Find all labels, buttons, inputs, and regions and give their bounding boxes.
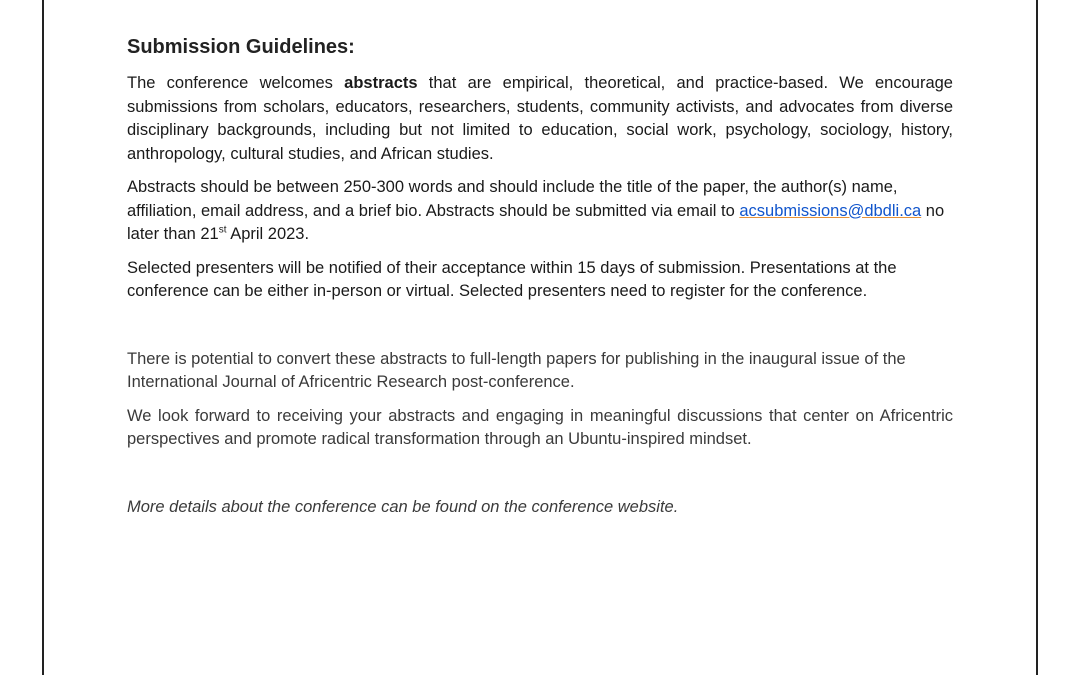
deadline-prefix: no later than 21 [127,201,945,243]
requirements-text: Abstracts should be between 250-300 words and should include the title of the paper, the author(s) name, affiliation, email address, and a brief bio. Abstracts should be submitted via email to [127,178,898,220]
welcome-text-end: that are empirical, theoretical, and practice-based. We encourage submissions from scholars, educators, researchers, students, community activists, and advocates from diverse disciplinary backgrounds, including but not limited to education, social work, psychology, sociology, history, anthropology, cultural studies, and African studies. [127,74,953,163]
spacer [127,314,953,348]
welcome-text-start: The conference welcomes [127,74,345,92]
paragraph-more-details: More details about the conference can be found on the conference website. [127,497,679,516]
document-body [127,34,953,529]
section-heading: Submission Guidelines: [127,36,355,58]
paragraph-welcome [127,72,953,166]
page-border-left [42,0,44,675]
submission-email-link[interactable]: acsubmissions@dbdli.ca [739,201,922,220]
welcome-bold-abstracts: abstracts [344,74,418,92]
paragraph-presenters: Selected presenters will be notified of their acceptance within 15 days of submission. Presentations at the conference can be either in-person or virtual. Selected presenters need to register for the conference. [127,258,897,300]
paragraph-abstract-requirements [127,176,953,247]
page-border-right [1036,0,1038,675]
deadline-suffix: April 2023. [226,225,310,243]
spacer [127,462,953,496]
paragraph-publication: There is potential to convert these abstracts to full-length papers for publishing in the inaugural issue of the International Journal of Africentric Research post-conference. [127,349,906,391]
paragraph-closing: We look forward to receiving your abstracts and engaging in meaningful discussions that center on Africentric perspectives and promote radical transformation through an Ubuntu-inspired mindset. [127,406,953,448]
deadline-ordinal: st [218,224,227,236]
